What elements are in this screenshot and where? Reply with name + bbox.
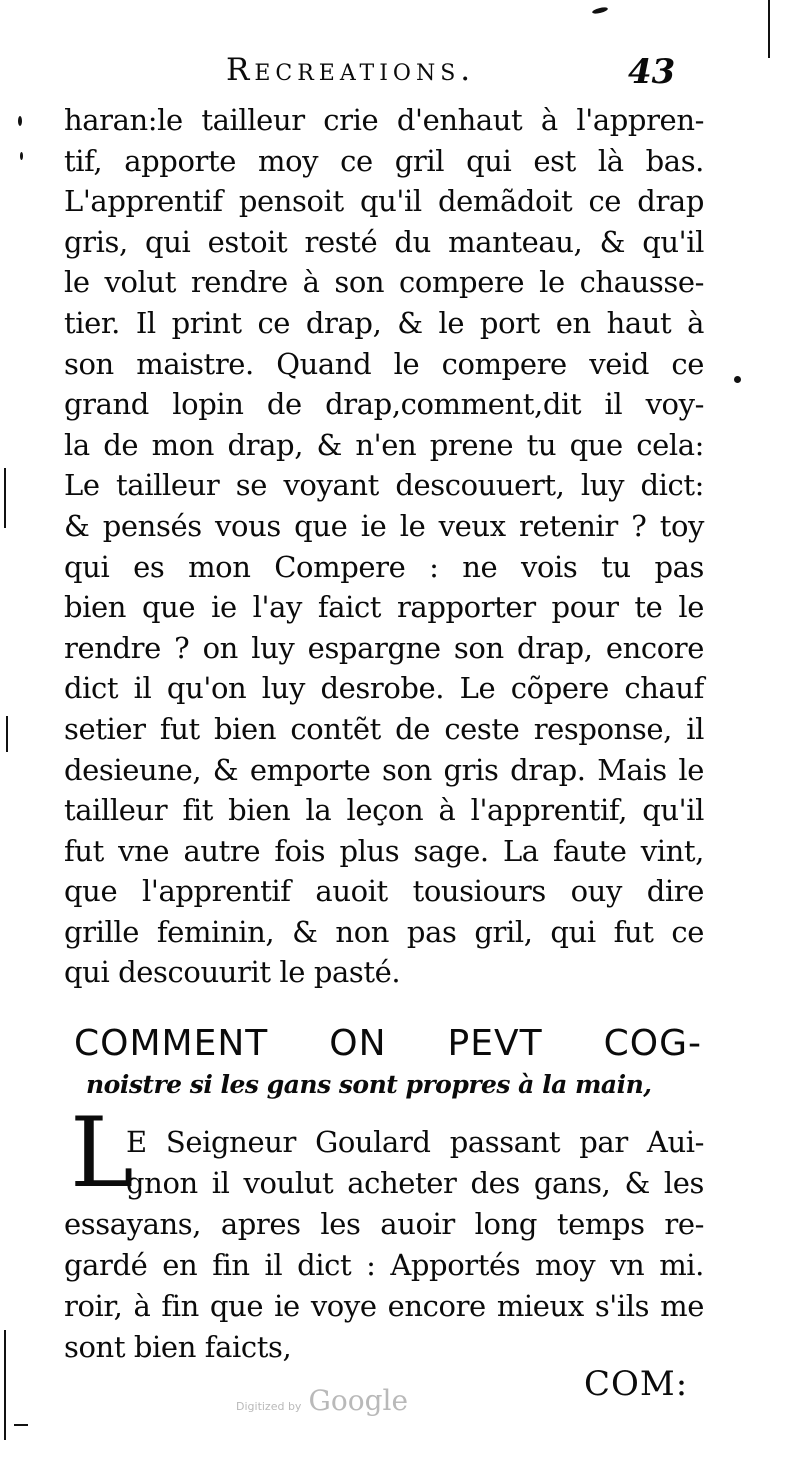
text-line: son maistre. Quand le compere veid ce	[64, 346, 704, 381]
scan-speck	[734, 376, 741, 383]
section-subheading: noistre si les gans sont propres à la main,	[86, 1070, 652, 1099]
text-line: essayans, apres les auoir long temps re-	[64, 1207, 704, 1241]
text-line: que l'apprentif auoit tousiours ouy dire	[64, 874, 704, 909]
watermark-brand: Google	[308, 1384, 409, 1417]
text-line: tier. Il print ce drap, & le port en haut à	[64, 305, 704, 340]
text-line: gnon il voulut acheter des gans, & les	[126, 1166, 704, 1200]
section-heading: COMMENT ON PEVT COG-	[74, 1023, 702, 1064]
scan-edge-mark	[6, 716, 8, 752]
text-line: la de mon drap, & n'en prene tu que cela:	[64, 427, 704, 462]
scan-edge-mark	[4, 468, 6, 528]
text-line: dict il qu'on luy desrobe. Le cõpere chauf	[64, 671, 704, 706]
text-line: tailleur fit bien la leçon à l'apprentif, qu'il	[64, 793, 704, 828]
scan-speck	[20, 152, 23, 160]
text-line: haran:le tailleur crie d'enhaut à l'appren-	[64, 103, 704, 137]
running-title: Recreations.	[226, 52, 476, 88]
text-line: le volut rendre à son compere le chausse-	[64, 265, 704, 300]
text-line: grille feminin, & non pas gril, qui fut ce	[64, 914, 704, 949]
page-number: 43	[628, 52, 676, 92]
body-text	[64, 100, 704, 993]
text-line: gardé en fin il dict : Apportés moy vn mi.	[64, 1248, 704, 1282]
text-line: E Seigneur Goulard passant par Aui-	[126, 1125, 704, 1159]
text-line: tif, apporte moy ce gril qui est là bas.	[64, 143, 704, 178]
scan-edge-mark	[768, 0, 770, 58]
text-line: rendre ? on luy espargne son drap, encore	[64, 630, 704, 665]
text-line: L'apprentif pensoit qu'il demãdoit ce drap	[64, 184, 704, 219]
catchword: COM:	[584, 1364, 689, 1404]
scan-edge-mark	[14, 1424, 28, 1426]
text-line: roir, à fin que ie voye encore mieux s'ils me	[64, 1289, 704, 1323]
text-line: grand lopin de drap,comment,dit il voy-	[64, 387, 704, 422]
text-line: sont bien faicts,	[64, 1330, 292, 1364]
drop-cap-letter: L	[70, 1097, 134, 1209]
text-line: setier fut bien contẽt de ceste response, il	[64, 711, 704, 746]
text-line: Le tailleur se voyant descouuert, luy dict:	[64, 468, 704, 503]
text-line: qui es mon Compere : ne vois tu pas	[64, 549, 704, 584]
text-line: qui descouurit le pasté.	[64, 955, 401, 990]
text-line: desieune, & emporte son gris drap. Mais le	[64, 752, 704, 787]
digitized-watermark	[236, 1384, 408, 1417]
text-line: gris, qui estoit resté du manteau, & qu'il	[64, 224, 704, 259]
scan-speck	[18, 116, 22, 126]
scan-speck	[592, 6, 609, 15]
text-line: bien que ie l'ay faict rapporter pour te le	[64, 590, 704, 625]
watermark-prefix: Digitized by	[236, 1400, 302, 1413]
scan-edge-mark	[4, 1330, 6, 1440]
text-line: & pensés vous que ie le veux retenir ? toy	[64, 508, 704, 543]
text-line: fut vne autre fois plus sage. La faute vint,	[64, 833, 704, 868]
section-text	[64, 1122, 704, 1368]
